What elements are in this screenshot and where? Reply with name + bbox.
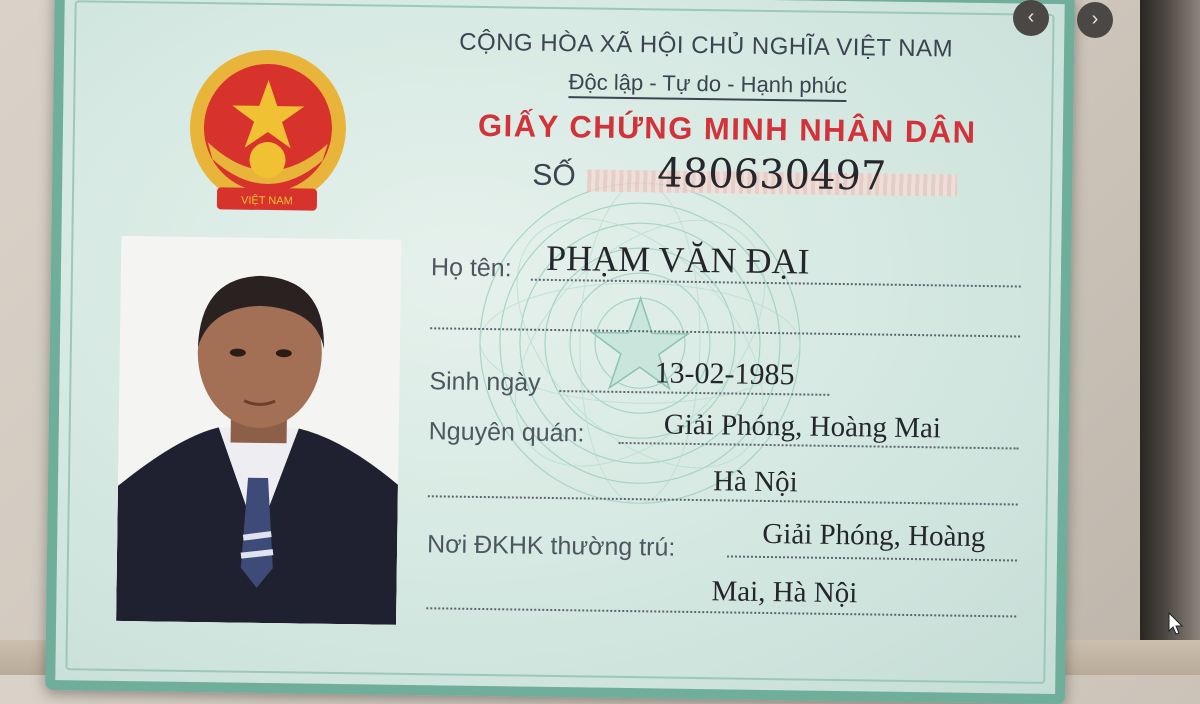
residence-value-line2: Mai, Hà Nội [711, 575, 858, 610]
document-title: GIẤY CHỨNG MINH NHÂN DÂN [477, 107, 977, 150]
origin-value-line1: Giải Phóng, Hoàng Mai [663, 408, 942, 445]
chevron-right-icon: › [1091, 8, 1099, 30]
national-emblem-icon [172, 47, 364, 225]
nation-header: CỘNG HÒA XÃ HỘI CHỦ NGHĨA VIỆT NAM [458, 28, 954, 63]
mouse-cursor-icon [1168, 612, 1184, 636]
dob-value: 13-02-1985 [654, 356, 795, 392]
national-motto: Độc lập - Tự do - Hạnh phúc [568, 69, 847, 102]
origin-label: Nguyên quán: [428, 417, 585, 448]
residence-label: Nơi ĐKHK thường trú: [426, 530, 676, 562]
emblem-text: VIỆT NAM [240, 194, 293, 208]
portrait-illustration [116, 236, 401, 625]
guilloche-seal [438, 170, 843, 516]
name-value: PHẠM VĂN ĐẠI [545, 237, 810, 282]
name-label: Họ tên: [430, 253, 512, 283]
id-number: 480630497 [657, 150, 887, 200]
residence-dotted-line [727, 555, 1017, 561]
residence-dotted-line-2 [426, 607, 1016, 617]
prev-image-button[interactable] [1013, 0, 1049, 36]
id-card [45, 0, 1075, 704]
residence-value-line1: Giải Phóng, Hoàng [762, 517, 986, 554]
chevron-left-icon: ‹ [1027, 6, 1035, 28]
id-number-label: SỐ [532, 158, 576, 193]
origin-value-line2: Hà Nội [712, 465, 798, 499]
dob-label: Sinh ngày [429, 367, 541, 397]
monitor-bezel [1140, 0, 1200, 675]
next-image-button[interactable] [1077, 2, 1113, 38]
portrait-photo [116, 236, 401, 625]
